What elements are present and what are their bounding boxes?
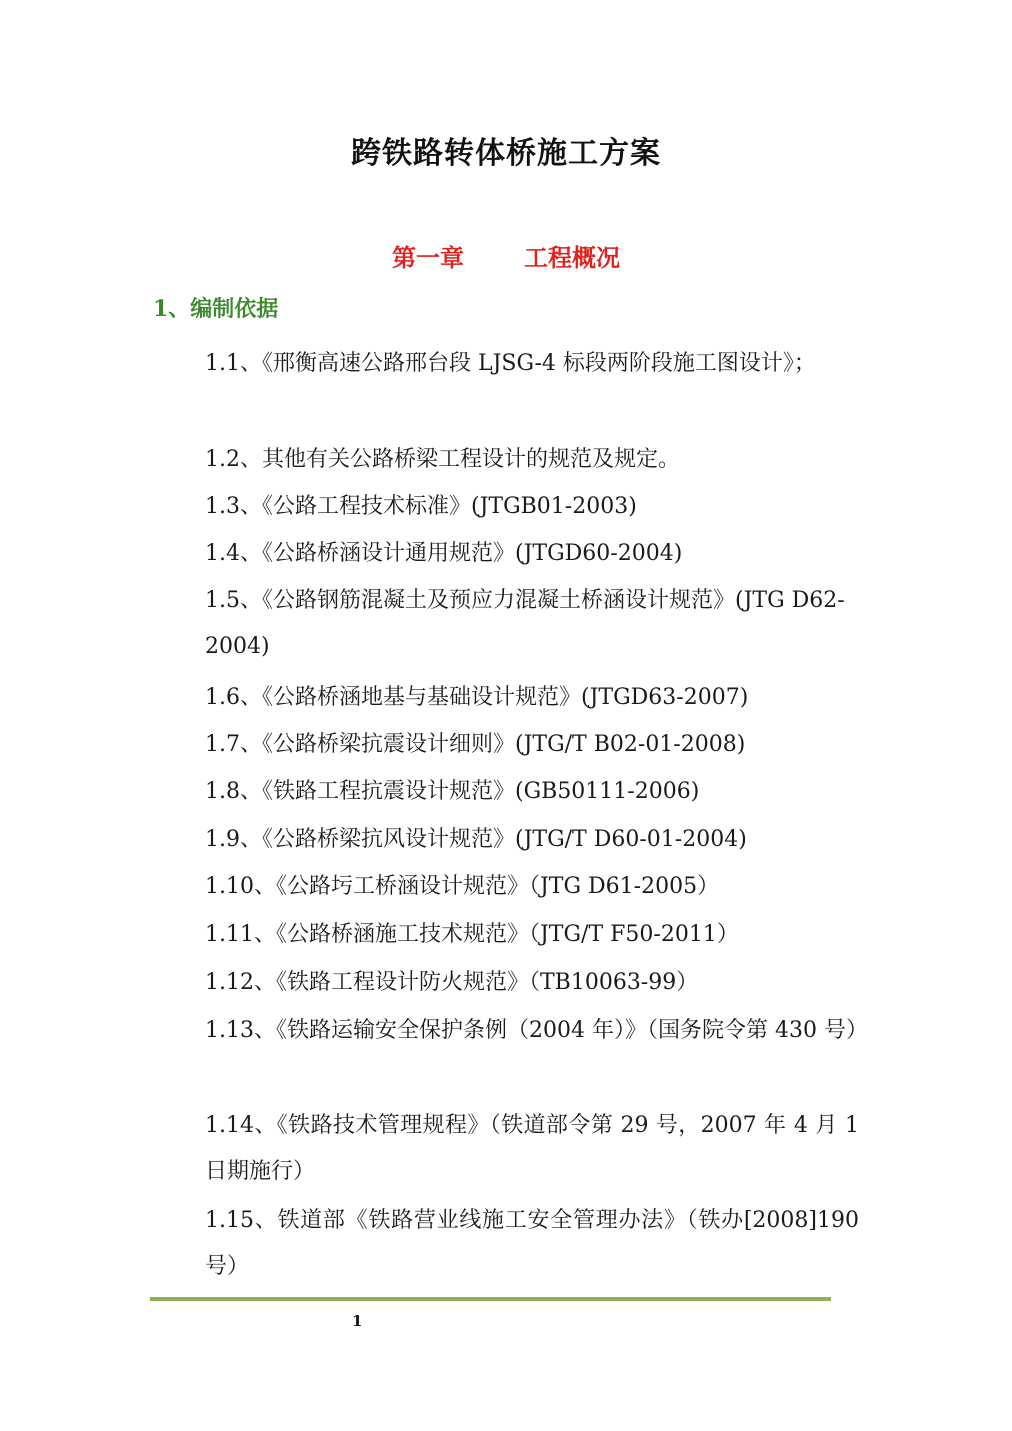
list-item: 1.11、《公路桥涵施工技术规范》（JTG/T F50-2011） xyxy=(205,922,739,947)
list-item: 1.15、铁道部《铁路营业线施工安全管理办法》（铁办[2008]190 号） xyxy=(205,1208,859,1279)
list-item: 1.9、《公路桥梁抗风设计规范》(JTG/T D60-01-2004) xyxy=(205,827,747,852)
list-item: 1.13、《铁路运输安全保护条例（2004 年）》（国务院令第 430 号） xyxy=(205,1018,868,1043)
list-item: 1.2、其他有关公路桥梁工程设计的规范及规定。 xyxy=(205,447,680,472)
document-title: 跨铁路转体桥施工方案 xyxy=(351,136,661,171)
list-item: 1.6、《公路桥涵地基与基础设计规范》(JTGD63-2007) xyxy=(205,685,749,710)
list-item: 1.7、《公路桥梁抗震设计细则》(JTG/T B02-01-2008) xyxy=(205,732,746,757)
chapter-heading xyxy=(0,238,1012,273)
list-item: 1.5、《公路钢筋混凝土及预应力混凝土桥涵设计规范》(JTG D62-2004) xyxy=(205,588,845,659)
footer-rule xyxy=(150,1297,831,1301)
section-heading: 1、编制依据 xyxy=(153,296,279,322)
list-item: 1.1、《邢衡高速公路邢台段 LJSG-4 标段两阶段施工图设计》； xyxy=(205,351,816,376)
list-item: 1.8、《铁路工程抗震设计规范》(GB50111-2006) xyxy=(205,779,700,804)
chapter-name: 工程概况 xyxy=(524,243,620,272)
list-item: 1.10、《公路圬工桥涵设计规范》（JTG D61-2005） xyxy=(205,874,720,899)
page-number: 1 xyxy=(352,1312,363,1330)
list-item: 1.12、《铁路工程设计防火规范》（TB10063-99） xyxy=(205,970,699,995)
chapter-number: 第一章 xyxy=(392,243,464,272)
list-item: 1.14、《铁路技术管理规程》（铁道部令第 29 号，2007 年 4 月 1 日期施行） xyxy=(205,1113,859,1184)
list-item: 1.4、《公路桥涵设计通用规范》(JTGD60-2004) xyxy=(205,541,683,566)
list-item: 1.3、《公路工程技术标准》(JTGB01-2003) xyxy=(205,494,637,519)
